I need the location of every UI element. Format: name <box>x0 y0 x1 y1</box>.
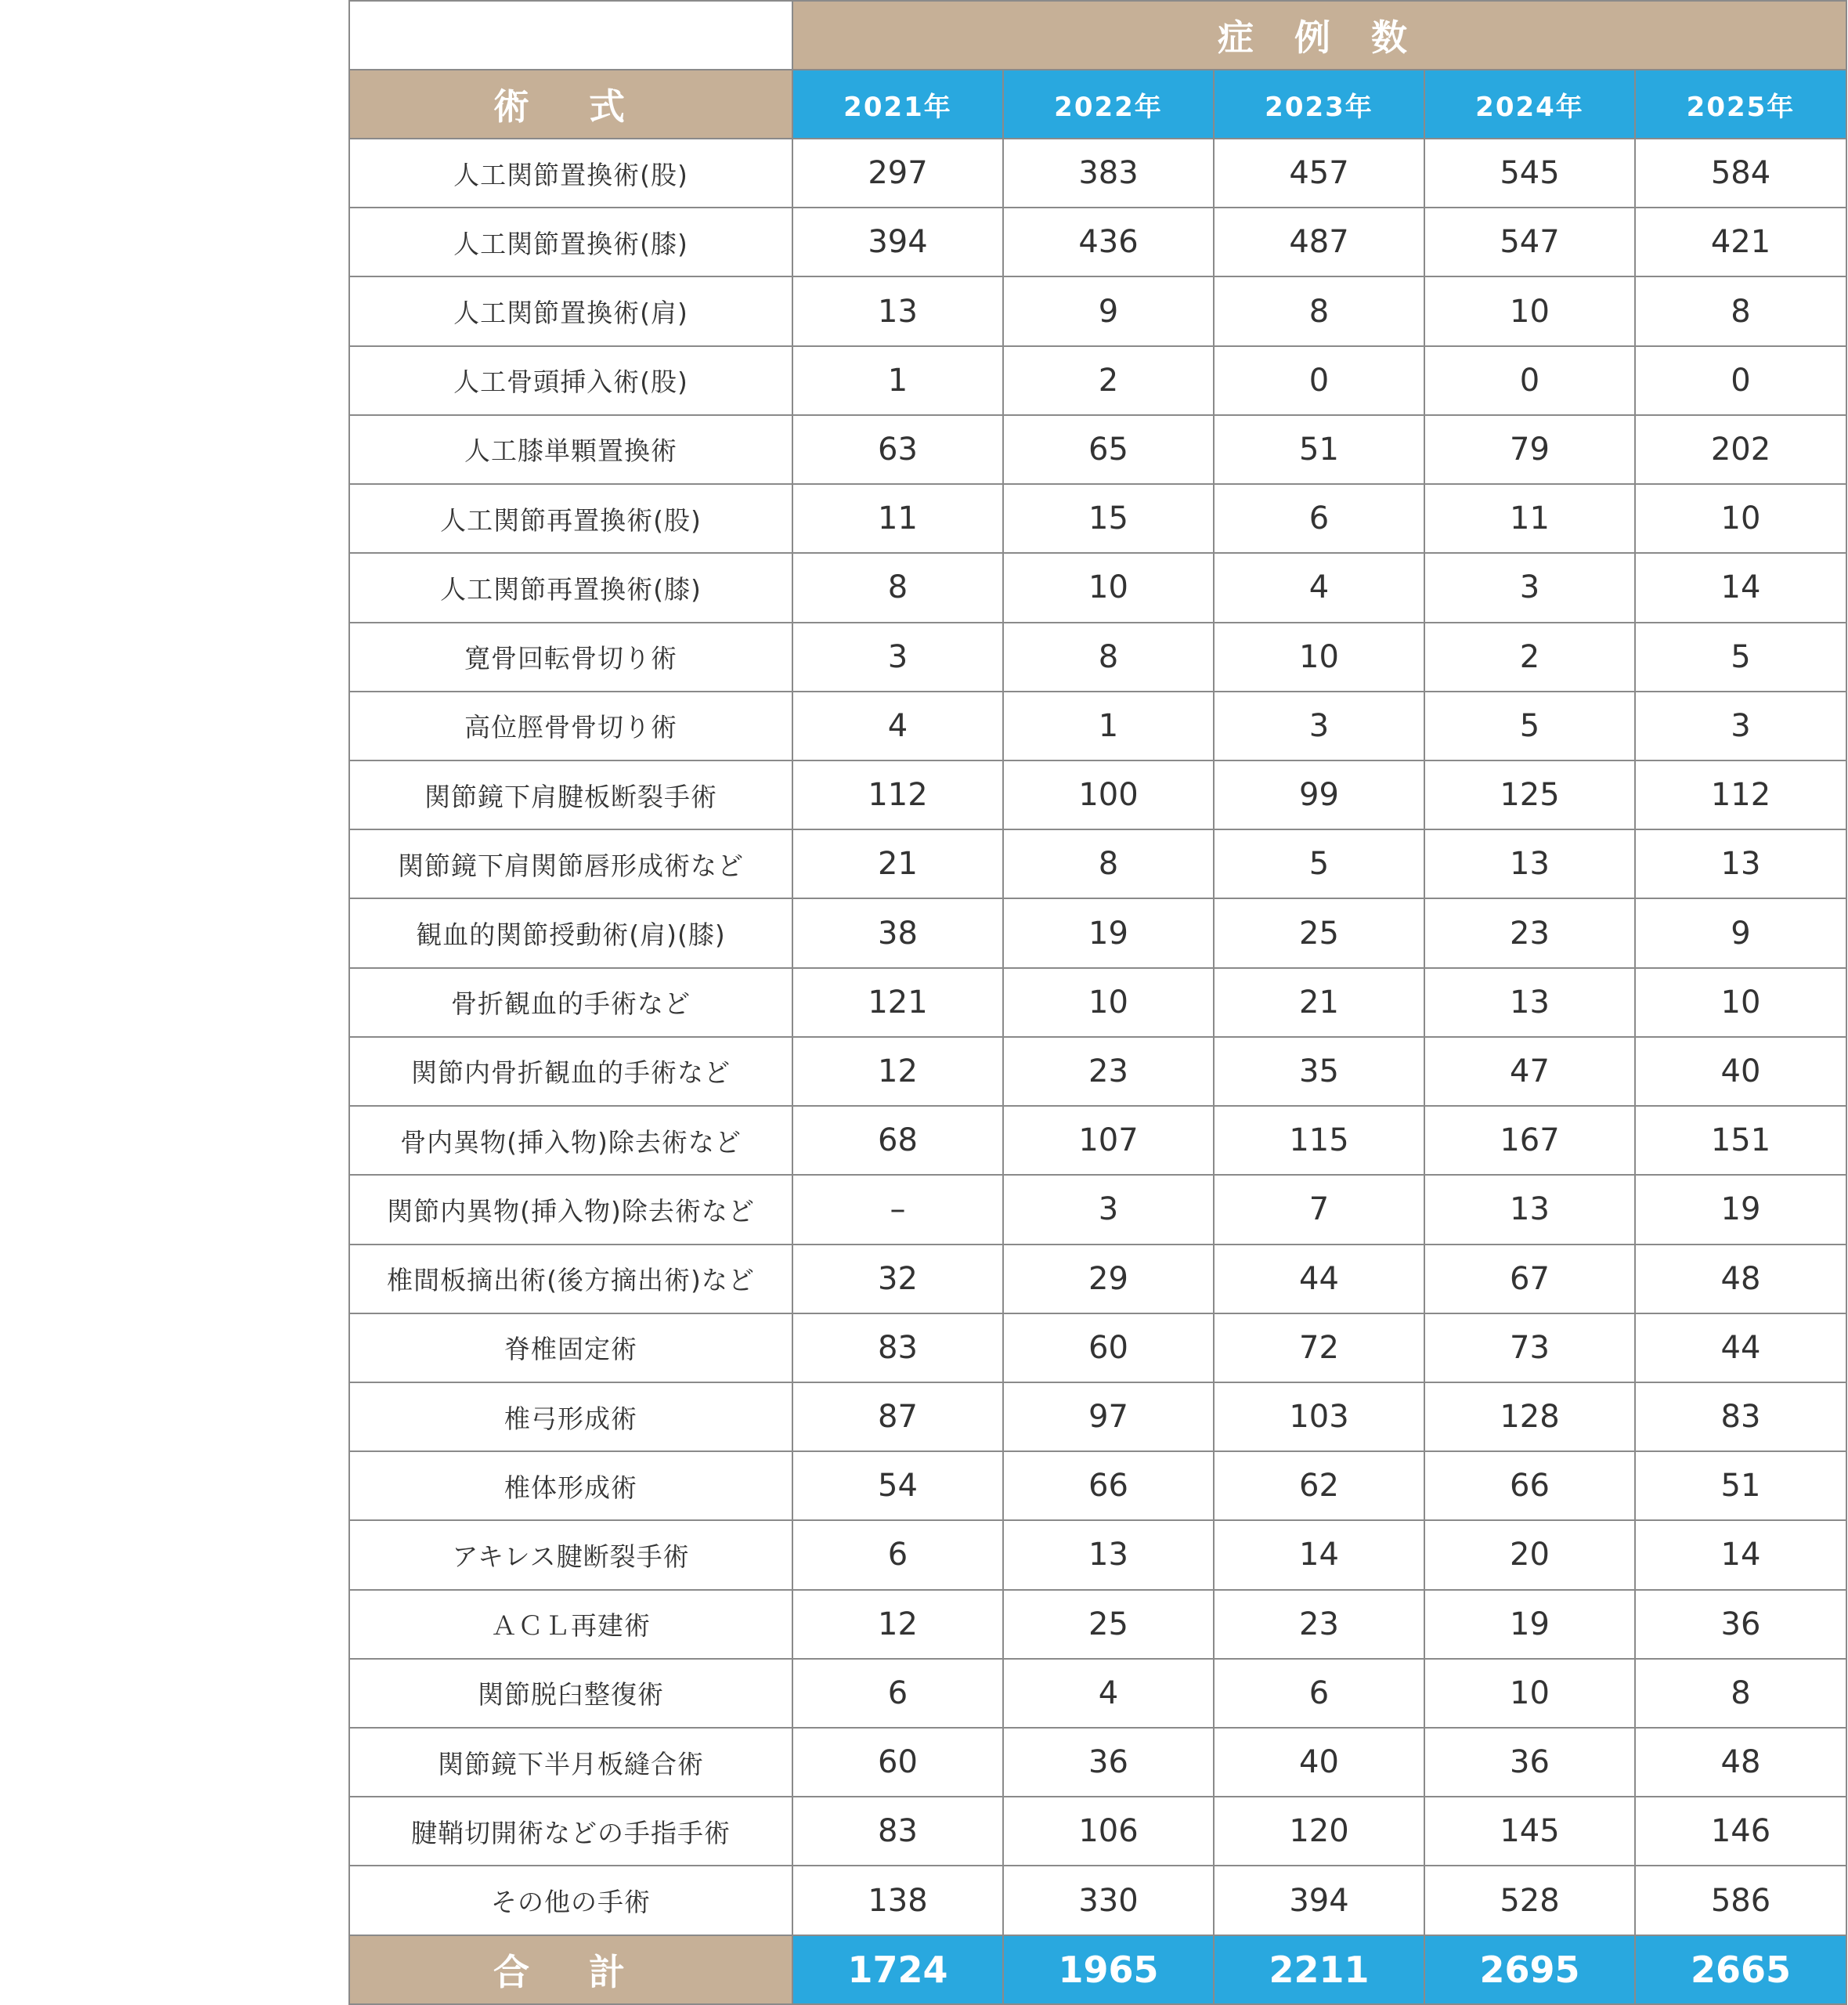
case-count-cell: 48 <box>1635 1728 1846 1797</box>
case-count-cell: 421 <box>1635 208 1846 276</box>
case-count-cell: 47 <box>1424 1037 1635 1106</box>
case-count-cell: 545 <box>1424 139 1635 208</box>
case-count-cell: 11 <box>1424 484 1635 553</box>
case-count-cell: 487 <box>1214 208 1424 276</box>
case-count-cell: 330 <box>1003 1866 1214 1935</box>
case-count-cell: 14 <box>1635 553 1846 622</box>
procedure-name: 関節鏡下半月板縫合術 <box>349 1728 792 1797</box>
case-count-cell: 138 <box>792 1866 1003 1935</box>
procedure-name: 腱鞘切開術などの手指手術 <box>349 1797 792 1866</box>
header-year-row <box>349 70 1846 139</box>
case-count-cell: 36 <box>1003 1728 1214 1797</box>
case-count-cell: 528 <box>1424 1866 1635 1935</box>
case-count-cell: 112 <box>1635 760 1846 829</box>
case-count-cell: 25 <box>1214 898 1424 967</box>
case-count-cell: 394 <box>1214 1866 1424 1935</box>
case-count-cell: 121 <box>792 968 1003 1037</box>
year-header-2025: 2025年 <box>1635 70 1846 139</box>
procedure-name: 人工関節置換術(肩) <box>349 276 792 345</box>
case-count-cell: 73 <box>1424 1313 1635 1382</box>
table-row <box>349 623 1846 692</box>
procedure-name: 骨内異物(挿入物)除去術など <box>349 1106 792 1175</box>
case-count-cell: 4 <box>1003 1659 1214 1728</box>
case-count-cell: 65 <box>1003 415 1214 484</box>
case-count-cell: 60 <box>792 1728 1003 1797</box>
case-count-cell: 4 <box>1214 553 1424 622</box>
total-value-2025: 2665 <box>1635 1935 1846 2004</box>
case-count-cell: 36 <box>1424 1728 1635 1797</box>
case-count-cell: 5 <box>1635 623 1846 692</box>
procedure-name: 人工膝単顆置換術 <box>349 415 792 484</box>
table-row <box>349 276 1846 345</box>
table-row <box>349 898 1846 967</box>
case-count-cell: 0 <box>1424 346 1635 415</box>
case-count-cell: 60 <box>1003 1313 1214 1382</box>
case-count-cell: 128 <box>1424 1382 1635 1451</box>
case-count-cell: 394 <box>792 208 1003 276</box>
year-header-2021: 2021年 <box>792 70 1003 139</box>
total-value-2022: 1965 <box>1003 1935 1214 2004</box>
case-count-cell: 5 <box>1424 692 1635 760</box>
case-count-cell: 13 <box>1635 829 1846 898</box>
case-count-cell: 54 <box>792 1451 1003 1520</box>
year-header-2023: 2023年 <box>1214 70 1424 139</box>
case-count-cell: 12 <box>792 1590 1003 1659</box>
case-count-cell: 112 <box>792 760 1003 829</box>
case-count-cell: 103 <box>1214 1382 1424 1451</box>
case-count-cell: 3 <box>1635 692 1846 760</box>
case-count-cell: 10 <box>1003 968 1214 1037</box>
case-count-cell: 83 <box>792 1313 1003 1382</box>
case-count-cell: 79 <box>1424 415 1635 484</box>
case-count-cell: 4 <box>792 692 1003 760</box>
case-count-cell: 72 <box>1214 1313 1424 1382</box>
case-count-cell: 87 <box>792 1382 1003 1451</box>
case-count-cell: 99 <box>1214 760 1424 829</box>
case-count-cell: 8 <box>1635 276 1846 345</box>
table-row <box>349 1313 1846 1382</box>
case-count-cell: 3 <box>792 623 1003 692</box>
table-row <box>349 553 1846 622</box>
table-row <box>349 1728 1846 1797</box>
table-row <box>349 415 1846 484</box>
case-count-cell: 25 <box>1003 1590 1214 1659</box>
case-count-cell: 68 <box>792 1106 1003 1175</box>
case-count-cell: 547 <box>1424 208 1635 276</box>
case-count-cell: 6 <box>1214 484 1424 553</box>
case-count-cell: 145 <box>1424 1797 1635 1866</box>
table-row <box>349 139 1846 208</box>
procedure-name: アキレス腱断裂手術 <box>349 1520 792 1589</box>
case-count-cell: 66 <box>1003 1451 1214 1520</box>
procedure-name: 関節内異物(挿入物)除去術など <box>349 1175 792 1244</box>
case-count-cell: 14 <box>1635 1520 1846 1589</box>
case-count-cell: 1 <box>1003 692 1214 760</box>
case-count-cell: 20 <box>1424 1520 1635 1589</box>
case-count-cell: 48 <box>1635 1245 1846 1313</box>
table-row <box>349 346 1846 415</box>
procedure-name: 観血的関節授動術(肩)(膝) <box>349 898 792 967</box>
case-count-cell: 297 <box>792 139 1003 208</box>
procedure-name: 人工関節再置換術(膝) <box>349 553 792 622</box>
case-count-cell: 586 <box>1635 1866 1846 1935</box>
table-row <box>349 1175 1846 1244</box>
table-row <box>349 1866 1846 1935</box>
case-count-cell: 106 <box>1003 1797 1214 1866</box>
case-count-cell: 32 <box>792 1245 1003 1313</box>
procedure-name: 椎弓形成術 <box>349 1382 792 1451</box>
procedure-name: 椎間板摘出術(後方摘出術)など <box>349 1245 792 1313</box>
case-count-cell: 63 <box>792 415 1003 484</box>
case-count-cell: 9 <box>1003 276 1214 345</box>
procedure-name: 人工関節置換術(股) <box>349 139 792 208</box>
case-count-cell: – <box>792 1175 1003 1244</box>
case-count-cell: 14 <box>1214 1520 1424 1589</box>
procedure-name: 寛骨回転骨切り術 <box>349 623 792 692</box>
case-count-cell: 51 <box>1214 415 1424 484</box>
table-row <box>349 1382 1846 1451</box>
header-blank-cell <box>349 1 792 70</box>
procedure-name: 高位脛骨骨切り術 <box>349 692 792 760</box>
case-count-cell: 2 <box>1424 623 1635 692</box>
case-count-cell: 8 <box>1003 623 1214 692</box>
case-count-cell: 51 <box>1635 1451 1846 1520</box>
case-count-cell: 7 <box>1214 1175 1424 1244</box>
case-count-header: 症 例 数 <box>792 1 1846 70</box>
case-count-cell: 35 <box>1214 1037 1424 1106</box>
case-count-cell: 6 <box>1214 1659 1424 1728</box>
total-row <box>349 1935 1846 2004</box>
case-count-cell: 23 <box>1003 1037 1214 1106</box>
case-count-cell: 6 <box>792 1659 1003 1728</box>
case-count-cell: 0 <box>1635 346 1846 415</box>
procedure-name: 椎体形成術 <box>349 1451 792 1520</box>
case-count-cell: 12 <box>792 1037 1003 1106</box>
procedure-name: 人工関節再置換術(股) <box>349 484 792 553</box>
case-count-cell: 21 <box>792 829 1003 898</box>
case-count-cell: 19 <box>1424 1590 1635 1659</box>
case-count-cell: 10 <box>1003 553 1214 622</box>
case-count-cell: 38 <box>792 898 1003 967</box>
case-count-cell: 120 <box>1214 1797 1424 1866</box>
case-count-cell: 62 <box>1214 1451 1424 1520</box>
case-count-cell: 13 <box>1424 829 1635 898</box>
procedure-name: その他の手術 <box>349 1866 792 1935</box>
case-count-cell: 1 <box>792 346 1003 415</box>
table-body <box>349 139 1846 1935</box>
case-count-cell: 23 <box>1214 1590 1424 1659</box>
procedure-name: 脊椎固定術 <box>349 1313 792 1382</box>
case-count-cell: 15 <box>1003 484 1214 553</box>
case-count-cell: 19 <box>1003 898 1214 967</box>
total-label: 合 計 <box>349 1935 792 2004</box>
case-count-cell: 13 <box>1424 1175 1635 1244</box>
case-count-cell: 29 <box>1003 1245 1214 1313</box>
table-row <box>349 1245 1846 1313</box>
case-count-cell: 436 <box>1003 208 1214 276</box>
procedure-name: 人工関節置換術(膝) <box>349 208 792 276</box>
case-count-cell: 66 <box>1424 1451 1635 1520</box>
case-count-cell: 21 <box>1214 968 1424 1037</box>
case-count-cell: 44 <box>1214 1245 1424 1313</box>
year-header-2024: 2024年 <box>1424 70 1635 139</box>
case-count-cell: 8 <box>1635 1659 1846 1728</box>
table-row <box>349 760 1846 829</box>
header-group-row <box>349 1 1846 70</box>
table-row <box>349 692 1846 760</box>
case-count-cell: 125 <box>1424 760 1635 829</box>
case-count-cell: 40 <box>1635 1037 1846 1106</box>
case-count-cell: 115 <box>1214 1106 1424 1175</box>
case-count-cell: 107 <box>1003 1106 1214 1175</box>
case-count-cell: 3 <box>1214 692 1424 760</box>
case-count-cell: 9 <box>1635 898 1846 967</box>
case-count-cell: 8 <box>792 553 1003 622</box>
case-count-cell: 3 <box>1424 553 1635 622</box>
case-count-cell: 13 <box>1424 968 1635 1037</box>
procedure-name: 関節脱臼整復術 <box>349 1659 792 1728</box>
case-count-cell: 3 <box>1003 1175 1214 1244</box>
total-value-2024: 2695 <box>1424 1935 1635 2004</box>
table-row <box>349 1797 1846 1866</box>
case-count-cell: 11 <box>792 484 1003 553</box>
case-count-cell: 2 <box>1003 346 1214 415</box>
case-count-cell: 8 <box>1003 829 1214 898</box>
case-count-cell: 13 <box>792 276 1003 345</box>
table-row <box>349 484 1846 553</box>
total-value-2023: 2211 <box>1214 1935 1424 2004</box>
case-count-cell: 83 <box>1635 1382 1846 1451</box>
case-count-cell: 97 <box>1003 1382 1214 1451</box>
table-row <box>349 1037 1846 1106</box>
procedure-name: ＡＣＬ再建術 <box>349 1590 792 1659</box>
procedure-name: 人工骨頭挿入術(股) <box>349 346 792 415</box>
case-count-cell: 10 <box>1635 484 1846 553</box>
case-count-cell: 10 <box>1424 276 1635 345</box>
total-value-2021: 1724 <box>792 1935 1003 2004</box>
procedure-name: 関節鏡下肩関節唇形成術など <box>349 829 792 898</box>
procedure-name: 骨折観血的手術など <box>349 968 792 1037</box>
case-count-cell: 13 <box>1003 1520 1214 1589</box>
table-row <box>349 1520 1846 1589</box>
table-row <box>349 1451 1846 1520</box>
case-count-cell: 67 <box>1424 1245 1635 1313</box>
year-header-2022: 2022年 <box>1003 70 1214 139</box>
case-count-cell: 40 <box>1214 1728 1424 1797</box>
case-count-cell: 5 <box>1214 829 1424 898</box>
case-count-cell: 100 <box>1003 760 1214 829</box>
table-row <box>349 1659 1846 1728</box>
case-count-cell: 457 <box>1214 139 1424 208</box>
table-row <box>349 1590 1846 1659</box>
case-count-cell: 10 <box>1214 623 1424 692</box>
case-count-cell: 383 <box>1003 139 1214 208</box>
case-count-cell: 8 <box>1214 276 1424 345</box>
case-count-cell: 23 <box>1424 898 1635 967</box>
case-count-cell: 36 <box>1635 1590 1846 1659</box>
case-count-cell: 83 <box>792 1797 1003 1866</box>
surgery-case-table <box>348 0 1847 2005</box>
case-count-cell: 10 <box>1635 968 1846 1037</box>
table-row <box>349 829 1846 898</box>
case-count-cell: 44 <box>1635 1313 1846 1382</box>
case-count-cell: 146 <box>1635 1797 1846 1866</box>
case-count-cell: 167 <box>1424 1106 1635 1175</box>
table-row <box>349 208 1846 276</box>
procedure-column-header: 術 式 <box>349 70 792 139</box>
case-count-cell: 202 <box>1635 415 1846 484</box>
case-count-cell: 584 <box>1635 139 1846 208</box>
table-row <box>349 968 1846 1037</box>
case-count-cell: 6 <box>792 1520 1003 1589</box>
case-count-cell: 19 <box>1635 1175 1846 1244</box>
case-count-cell: 0 <box>1214 346 1424 415</box>
case-count-cell: 151 <box>1635 1106 1846 1175</box>
case-count-cell: 10 <box>1424 1659 1635 1728</box>
procedure-name: 関節鏡下肩腱板断裂手術 <box>349 760 792 829</box>
procedure-name: 関節内骨折観血的手術など <box>349 1037 792 1106</box>
table-row <box>349 1106 1846 1175</box>
